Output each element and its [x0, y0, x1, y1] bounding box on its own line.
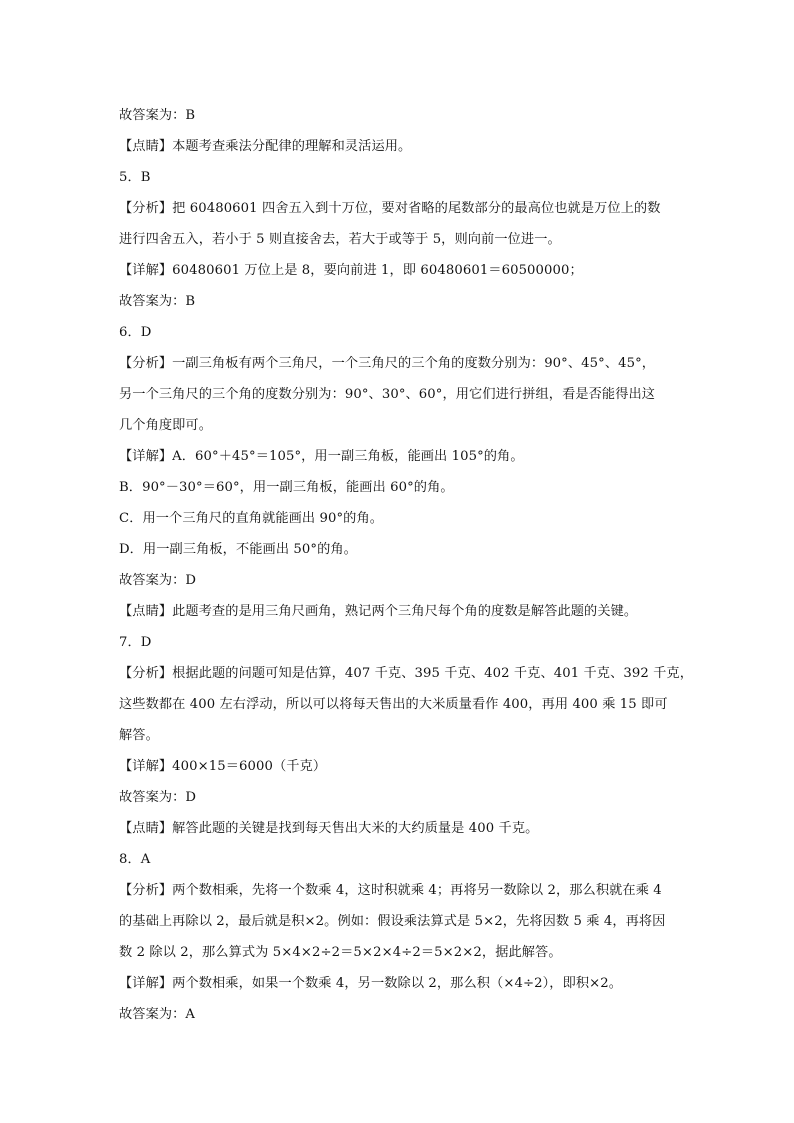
- analysis-line: 【分析】把 60480601 四舍五入到十万位，要对省略的尾数部分的最高位也就是万位上的数: [119, 201, 661, 216]
- answer-line: 故答案为：B: [119, 294, 196, 309]
- detail-line: B．90°－30°＝60°，用一副三角板，能画出 60°的角。: [119, 480, 454, 495]
- comment-line: 【点睛】此题考查的是用三角尺画角，熟记两个三角尺每个角的度数是解答此题的关键。: [119, 604, 638, 619]
- comment-line: 【点睛】解答此题的关键是找到每天售出大米的大约质量是 400 千克。: [119, 821, 539, 836]
- question-number-line: 6．D: [119, 325, 152, 340]
- analysis-line: 【分析】两个数相乘，先将一个数乘 4，这时积就乘 4；再将另一数除以 2，那么积就在乘 4: [119, 883, 662, 898]
- detail-line: 【详解】A．60°＋45°＝105°，用一副三角板，能画出 105°的角。: [119, 449, 524, 464]
- question-number-line: 8．A: [119, 852, 151, 867]
- answer-line: 故答案为：A: [119, 1007, 196, 1022]
- analysis-line: 进行四舍五入，若小于 5 则直接舍去，若大于或等于 5，则向前一位进一。: [119, 232, 561, 247]
- answer-text-block: [119, 100, 694, 1030]
- detail-line: 【详解】400×15＝6000（千克）: [119, 759, 327, 774]
- question-number-line: 7．D: [119, 635, 152, 650]
- analysis-line: 【分析】根据此题的问题可知是估算，407 千克、395 千克、402 千克、401 千克、392 千克，: [119, 666, 694, 681]
- answer-line: 故答案为：B: [119, 108, 196, 123]
- answer-line: 故答案为：D: [119, 790, 197, 805]
- analysis-line: 这些数都在 400 左右浮动，所以可以将每天售出的大米质量看作 400，再用 400 乘 15 即可: [119, 697, 668, 712]
- analysis-line: 【分析】一副三角板有两个三角尺，一个三角尺的三个角的度数分别为：90°、45°、45°，: [119, 356, 656, 371]
- question-number-line: 5．B: [119, 170, 151, 185]
- analysis-line: 数 2 除以 2，那么算式为 5×4×2÷2＝5×2×4÷2＝5×2×2，据此解答。: [119, 945, 562, 960]
- analysis-line: 几个角度即可。: [119, 418, 213, 433]
- answer-line: 故答案为：D: [119, 573, 197, 588]
- detail-line: C．用一个三角尺的直角就能画出 90°的角。: [119, 511, 384, 526]
- analysis-line: 另一个三角尺的三个角的度数分别为：90°、30°、60°，用它们进行拼组，看是否能得出这: [119, 387, 656, 402]
- analysis-line: 解答。: [119, 728, 159, 743]
- comment-line: 【点睛】本题考查乘法分配律的理解和灵活运用。: [119, 139, 412, 154]
- detail-line: 【详解】两个数相乘，如果一个数乘 4，另一数除以 2，那么积（×4÷2），即积×2。: [119, 976, 623, 991]
- detail-line: D．用一副三角板，不能画出 50°的角。: [119, 542, 357, 557]
- analysis-line: 的基础上再除以 2，最后就是积×2。例如：假设乘法算式是 5×2，先将因数 5 乘 4，再将因: [119, 914, 666, 929]
- detail-line: 【详解】60480601 万位上是 8，要向前进 1，即 60480601＝60500000；: [119, 263, 583, 278]
